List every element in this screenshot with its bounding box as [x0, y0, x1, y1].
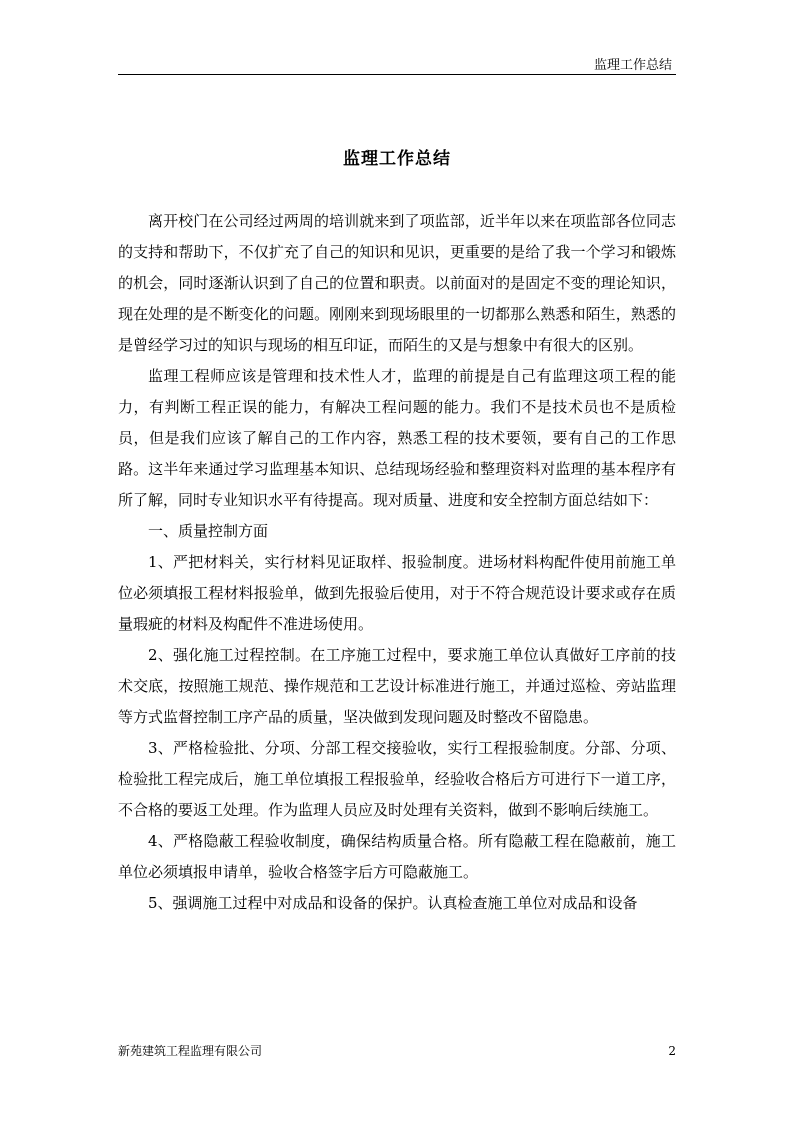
paragraph: 离开校门在公司经过两周的培训就来到了项监部，近半年以来在项监部各位同志的支持和帮助下，不仅扩充了自己的知识和见识，更重要的是给了我一个学习和锻炼的机会，同时逐渐认识到了自己的位置和职责。以前面对的是固定不变的理论知识，现在处理的是不断变化的问题。刚刚来到现场眼里的一切都那么熟悉和陌生，熟悉的是曾经学习过的知识与现场的相互印证，而陌生的又是与想象中有很大的区别。 — [118, 212, 676, 354]
paragraph: 2、强化施工过程控制。在工序施工过程中，要求施工单位认真做好工序前的技术交底，按照施工规范、操作规范和工艺设计标准进行施工，并通过巡检、旁站监理等方式监督控制工序产品的质量，坚决做到发现问题及时整改不留隐患。 — [118, 646, 676, 726]
header-title: 监理工作总结 — [593, 58, 672, 73]
section-heading: 一、质量控制方面 — [148, 522, 269, 540]
document-title: 监理工作总结 — [343, 149, 451, 169]
paragraph: 4、严格隐蔽工程验收制度，确保结构质量合格。所有隐蔽工程在隐蔽前，施工单位必须填报申请单，验收合格签字后方可隐蔽施工。 — [118, 832, 676, 881]
paragraph: 1、严把材料关，实行材料见证取样、报验制度。进场材料构配件使用前施工单位必须填报工程材料报验单，做到先报验后使用，对于不符合规范设计要求或存在质量瑕疵的材料及构配件不准进场使用。 — [118, 553, 676, 633]
paragraph: 3、严格检验批、分项、分部工程交接验收，实行工程报验制度。分部、分项、检验批工程完成后，施工单位填报工程报验单，经验收合格后方可进行下一道工序，不合格的要返工处理。作为监理人员应及时处理有关资料，做到不影响后续施工。 — [118, 739, 676, 819]
page-header — [118, 58, 676, 75]
page-number: 2 — [668, 1044, 676, 1058]
paragraph: 5、强调施工过程中对成品和设备的保护。认真检查施工单位对成品和设备 — [148, 894, 638, 912]
document-body — [118, 206, 676, 919]
footer-company-name: 新苑建筑工程监理有限公司 — [118, 1044, 263, 1058]
paragraph: 监理工程师应该是管理和技术性人才，监理的前提是自己有监理这项工程的能力，有判断工程正误的能力，有解决工程问题的能力。我们不是技术员也不是质检员，但是我们应该了解自己的工作内容，熟悉工程的技术要领，要有自己的工作思路。这半年来通过学习监理基本知识、总结现场经验和整理资料对监理的基本程序有所了解，同时专业知识水平有待提高。现对质量、进度和安全控制方面总结如下： — [118, 367, 676, 509]
page-footer — [118, 1042, 676, 1060]
